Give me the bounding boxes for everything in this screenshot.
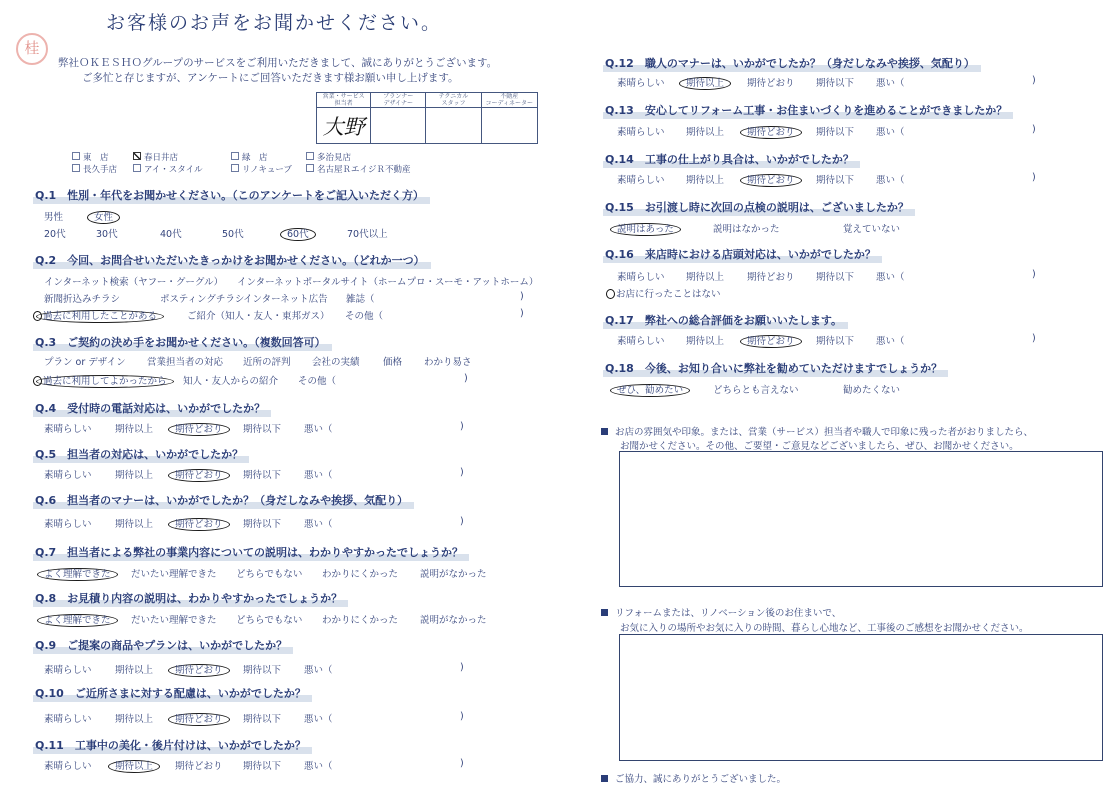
checkbox-icon[interactable] — [231, 164, 239, 172]
answer-option[interactable] — [243, 421, 281, 435]
answer-option[interactable] — [237, 274, 538, 288]
answer-label: 期待どおり — [175, 761, 223, 772]
answer-option[interactable] — [464, 373, 468, 384]
selected-answer-label: 期待どおり — [168, 713, 230, 726]
answer-option[interactable] — [686, 269, 724, 283]
answer-label: 素晴らしい — [44, 470, 92, 481]
answer-label: ) — [1032, 124, 1036, 135]
answer-option[interactable] — [1032, 75, 1036, 86]
selected-answer-label: 期待どおり — [740, 174, 802, 187]
answer-option[interactable] — [44, 354, 126, 368]
answer-label: インターネットポータルサイト（ホームプロ・スーモ・アットホーム） — [237, 277, 539, 288]
answer-label: 悪い（ — [876, 127, 905, 138]
selected-answer-label: よく理解できた — [37, 614, 118, 627]
checkbox-icon[interactable] — [306, 164, 314, 172]
answer-option[interactable] — [147, 354, 223, 368]
answer-option[interactable] — [298, 373, 336, 387]
answer-label: 説明がなかった — [420, 569, 487, 580]
store-option-label: 緑 店 — [242, 153, 268, 163]
circle-mark-icon — [606, 289, 615, 299]
answer-label: どちらとも言えない — [713, 385, 799, 396]
answer-label: 期待以下 — [816, 272, 855, 283]
answer-option[interactable] — [187, 308, 330, 322]
answer-label: 期待以上 — [686, 175, 725, 186]
store-option-label: 多治見店 — [317, 153, 352, 163]
comment2-prompt-2: お気に入りの場所やお気に入りの時間、暮らし心地など、工事後のご感想をお聞かせください。 — [620, 623, 1029, 634]
answer-label: 素晴らしい — [44, 519, 92, 530]
answer-option[interactable] — [713, 382, 799, 396]
staff-header-planner: プランナー デザイナー — [371, 93, 426, 108]
answer-option[interactable] — [304, 421, 333, 435]
answer-option[interactable] — [44, 516, 92, 530]
answer-label: 40代 — [160, 229, 182, 240]
answer-label: 期待以下 — [816, 175, 855, 186]
answer-label: ) — [520, 308, 524, 319]
answer-label: 営業担当者の対応 — [147, 357, 224, 368]
question-heading: Q.13 安心してリフォーム工事・お住まいづくりを進めることができましたか？ — [603, 101, 1013, 119]
answer-option[interactable] — [843, 382, 900, 396]
answer-option[interactable] — [816, 75, 854, 89]
answer-option[interactable] — [322, 566, 398, 580]
question-heading: Q.9 ご提案の商品やプランは、いかがでしたか？ — [33, 636, 293, 654]
answer-label: 勧めたくない — [843, 385, 901, 396]
answer-option[interactable] — [686, 124, 724, 138]
footer-thanks: ご協力、誠にありがとうございました。 — [601, 771, 786, 785]
answer-label: 素晴らしい — [44, 714, 92, 725]
answer-option[interactable] — [160, 291, 244, 305]
answer-option[interactable] — [44, 421, 92, 435]
answer-option[interactable] — [747, 124, 802, 138]
answer-option[interactable] — [44, 209, 63, 223]
answer-option[interactable] — [236, 612, 302, 626]
answer-option[interactable] — [175, 467, 230, 481]
answer-label: 期待以下 — [816, 78, 855, 89]
answer-label: 悪い（ — [876, 78, 905, 89]
answer-option[interactable] — [322, 612, 398, 626]
answer-option[interactable] — [424, 354, 472, 368]
answer-option[interactable] — [345, 308, 383, 322]
answer-option[interactable] — [44, 566, 118, 580]
answer-label: わかり易さ — [424, 357, 472, 368]
question-heading: Q.18 今後、お知り合いに弊社を勧めていただけますでしょうか？ — [603, 359, 948, 377]
answer-option[interactable] — [460, 711, 464, 722]
answer-label: 新聞折込みチラシ — [44, 294, 121, 305]
answer-label: ) — [460, 758, 464, 769]
answer-label: 期待以上 — [686, 336, 725, 347]
staff-technical-cell[interactable] — [426, 108, 481, 144]
answer-option[interactable] — [304, 516, 333, 530]
selected-answer-label: 期待どおり — [168, 423, 230, 436]
answer-label: 期待以下 — [243, 470, 282, 481]
answer-label: ) — [520, 291, 524, 302]
answer-label: その他（ — [345, 311, 384, 322]
answer-option[interactable] — [460, 516, 464, 527]
intro-line-2: ご多忙と存じますが、アンケートにご回答いただきます様お願い申し上げます。 — [82, 72, 459, 84]
answer-label: 会社の実績 — [312, 357, 360, 368]
square-bullet-icon — [601, 775, 608, 782]
answer-label: 男性 — [44, 212, 64, 223]
answer-label: 期待以下 — [243, 424, 282, 435]
answer-label: ) — [464, 373, 468, 384]
answer-label: プラン or デザイン — [44, 357, 126, 368]
question-heading: Q.17 弊社への総合評価をお願いいたします。 — [603, 311, 848, 329]
answer-option[interactable] — [44, 711, 92, 725]
answer-option[interactable] — [617, 269, 665, 283]
company-seal-stamp: 桂 — [16, 33, 48, 65]
answer-option[interactable] — [175, 662, 230, 676]
answer-label: 期待以下 — [243, 714, 282, 725]
answer-label: 悪い（ — [876, 336, 905, 347]
answer-label: お店に行ったことはない — [616, 289, 721, 300]
answer-option[interactable] — [686, 172, 724, 186]
square-bullet-icon — [601, 609, 608, 616]
answer-option[interactable] — [346, 291, 375, 305]
answer-label: インターネット検索（ヤフー・グーグル） — [44, 277, 224, 288]
answer-option[interactable] — [617, 124, 665, 138]
selected-answer-label: よく理解できた — [37, 568, 118, 581]
answer-option[interactable] — [115, 516, 153, 530]
answer-label: ご紹介（知人・友人・東邦ガス） — [187, 311, 330, 322]
answer-label: わかりにくかった — [322, 615, 399, 626]
comment1-prompt-1: お店の雰囲気や印象。または、営業（サービス）担当者や職人で印象に残った者がおりましたら、 — [601, 424, 1033, 438]
question-heading: Q.1 性別・年代をお聞かせください。（このアンケートをご記入いただく方） — [33, 186, 430, 204]
answer-option[interactable] — [183, 373, 278, 387]
answer-option[interactable] — [33, 373, 174, 387]
answer-option[interactable] — [175, 516, 230, 530]
answer-label: 知人・友人からの紹介 — [183, 376, 279, 387]
checkbox-icon[interactable] — [72, 152, 80, 160]
answer-option[interactable] — [686, 75, 731, 89]
answer-label: 悪い（ — [304, 519, 333, 530]
comment2-prompt-1: リフォームまたは、リノベーション後のお住まいで、 — [601, 605, 841, 619]
answer-option[interactable] — [816, 333, 854, 347]
answer-option[interactable] — [876, 172, 905, 186]
answer-label: 20代 — [44, 229, 66, 240]
answer-label: 素晴らしい — [44, 761, 92, 772]
answer-label: 悪い（ — [304, 665, 333, 676]
answer-label: 期待以下 — [816, 336, 855, 347]
staff-header-sales: 営業・サービス 担当者 — [317, 93, 371, 108]
question-heading: Q.12 職人のマナーは、いかがでしたか？（身だしなみや挨拶、気配り） — [603, 54, 981, 72]
answer-option[interactable] — [94, 209, 120, 223]
question-heading: Q.4 受付時の電話対応は、いかがでしたか？ — [33, 399, 271, 417]
answer-label: 素晴らしい — [44, 665, 92, 676]
answer-option[interactable] — [843, 221, 900, 235]
answer-label: 悪い（ — [304, 470, 333, 481]
answer-option[interactable] — [115, 467, 153, 481]
checkbox-icon[interactable] — [133, 164, 141, 172]
selected-answer-label: 説明はあった — [610, 223, 681, 236]
answer-label: 期待以上 — [115, 665, 154, 676]
question-heading: Q.11 工事中の美化・後片付けは、いかがでしたか？ — [33, 736, 312, 754]
selected-answer-label: 過去に利用したことがある — [36, 310, 164, 323]
question-heading: Q.16 来店時における店頭対応は、いかがでしたか？ — [603, 245, 882, 263]
selected-answer-label: 期待どおり — [168, 518, 230, 531]
answer-label: 説明がなかった — [420, 615, 487, 626]
answer-option[interactable] — [243, 711, 281, 725]
answer-option[interactable] — [1032, 269, 1036, 280]
answer-option[interactable] — [686, 333, 724, 347]
answer-option[interactable] — [816, 269, 854, 283]
store-option[interactable] — [231, 163, 292, 175]
page-title: お客様のお声をお聞かせください。 — [106, 12, 443, 34]
answer-option[interactable] — [747, 269, 795, 283]
answer-option[interactable] — [243, 516, 281, 530]
question-heading: Q.8 お見積り内容の説明は、わかりやすかったでしょうか？ — [33, 589, 348, 607]
staff-header-technical: テクニカル スタッフ — [426, 93, 481, 108]
answer-label: ) — [460, 711, 464, 722]
square-bullet-icon — [601, 428, 608, 435]
answer-option[interactable] — [816, 172, 854, 186]
answer-option[interactable] — [160, 226, 182, 240]
answer-option[interactable] — [243, 291, 328, 305]
store-option-label: リノキューブ — [242, 165, 292, 175]
answer-option[interactable] — [236, 566, 302, 580]
answer-option[interactable] — [131, 612, 217, 626]
answer-option[interactable] — [44, 662, 92, 676]
answer-option[interactable] — [115, 662, 153, 676]
answer-option[interactable] — [304, 711, 333, 725]
answer-label: 期待以下 — [243, 665, 282, 676]
answer-label: だいたい理解できた — [131, 569, 217, 580]
answer-label: 期待以上 — [115, 424, 154, 435]
answer-option[interactable] — [876, 333, 905, 347]
answer-option[interactable] — [747, 75, 795, 89]
selected-answer-label: 期待どおり — [740, 335, 802, 348]
comment1-box[interactable] — [619, 451, 1103, 587]
answer-option[interactable] — [876, 124, 905, 138]
answer-option[interactable] — [1032, 172, 1036, 183]
answer-option[interactable] — [520, 308, 524, 319]
answer-option[interactable] — [115, 421, 153, 435]
answer-option[interactable] — [243, 467, 281, 481]
answer-label: 期待以上 — [115, 714, 154, 725]
answer-option[interactable] — [606, 286, 721, 300]
answer-label: ) — [460, 662, 464, 673]
question-heading: Q.15 お引渡し時に次回の点検の説明は、ございましたか？ — [603, 198, 915, 216]
answer-option[interactable] — [460, 421, 464, 432]
selected-answer-label: 期待以上 — [108, 760, 160, 773]
answer-option[interactable] — [304, 467, 333, 481]
answer-option[interactable] — [383, 354, 402, 368]
answer-option[interactable] — [617, 75, 665, 89]
checkbox-icon[interactable] — [231, 152, 239, 160]
answer-label: 説明はなかった — [713, 224, 780, 235]
staff-sales-cell[interactable] — [317, 108, 371, 144]
answer-label: 素晴らしい — [617, 175, 665, 186]
answer-option[interactable] — [617, 221, 681, 235]
answer-option[interactable] — [304, 758, 333, 772]
store-option[interactable] — [306, 163, 411, 175]
store-option-label: 名古屋ＲエイジＲ不動産 — [317, 165, 411, 175]
answer-label: 70代以上 — [347, 229, 388, 240]
answer-option[interactable] — [347, 226, 388, 240]
answer-option[interactable] — [420, 566, 487, 580]
answer-label: ) — [460, 467, 464, 478]
selected-answer-label: 期待どおり — [168, 664, 230, 677]
answer-label: ポスティングチラシ — [160, 294, 245, 305]
selected-answer-label: 期待以上 — [679, 77, 731, 90]
answer-label: 30代 — [96, 229, 118, 240]
answer-label: ) — [460, 516, 464, 527]
answer-label: 素晴らしい — [617, 336, 665, 347]
comment1-prompt-2: お聞かせください。その他、ご要望・ご意見などございましたら、ぜひ、お聞かせください。 — [620, 441, 1019, 452]
checkbox-icon[interactable] — [306, 152, 314, 160]
answer-option[interactable] — [44, 612, 118, 626]
store-option-label: 春日井店 — [144, 153, 179, 163]
answer-label: どちらでもない — [236, 615, 303, 626]
selected-answer-label: 期待どおり — [740, 126, 802, 139]
answer-option[interactable] — [243, 354, 291, 368]
answer-label: 期待以下 — [816, 127, 855, 138]
store-option[interactable] — [133, 163, 203, 175]
answer-option[interactable] — [460, 467, 464, 478]
answer-label: 期待以上 — [686, 272, 725, 283]
answer-option[interactable] — [617, 172, 665, 186]
answer-label: 期待以下 — [243, 519, 282, 530]
staff-header-realestate: 不動産 コーディネーター — [481, 93, 537, 108]
answer-label: 悪い（ — [876, 272, 905, 283]
answer-option[interactable] — [44, 274, 223, 288]
staff-table — [316, 92, 538, 144]
answer-option[interactable] — [617, 333, 665, 347]
question-heading: Q.10 ご近所さまに対する配慮は、いかがでしたか？ — [33, 684, 312, 702]
selected-answer-label: ぜひ、勧めたい — [610, 384, 690, 397]
answer-option[interactable] — [876, 269, 905, 283]
answer-option[interactable] — [115, 711, 153, 725]
answer-label: 素晴らしい — [617, 127, 665, 138]
answer-label: 50代 — [222, 229, 244, 240]
answer-option[interactable] — [175, 758, 223, 772]
selected-answer-label: 過去に利用してよかったから — [36, 375, 174, 388]
answer-option[interactable] — [876, 75, 905, 89]
store-option-label: アイ・スタイル — [144, 165, 203, 175]
answer-option[interactable] — [1032, 124, 1036, 135]
question-heading: Q.2 今回、お問合せいただいたきっかけをお聞かせください。（どれか一つ） — [33, 251, 431, 269]
selected-answer-label: 60代 — [280, 228, 316, 241]
answer-option[interactable] — [44, 226, 66, 240]
intro-line-1: 弊社ＯＫＥＳＨＯグループのサービスをご利用いただきまして、誠にありがとうございます。 — [58, 57, 498, 69]
answer-label: ) — [1032, 172, 1036, 183]
checkbox-icon[interactable] — [72, 164, 80, 172]
store-option[interactable] — [306, 151, 351, 163]
answer-option[interactable] — [420, 612, 487, 626]
answer-option[interactable] — [243, 758, 281, 772]
answer-label: わかりにくかった — [322, 569, 399, 580]
answer-label: 近所の評判 — [243, 357, 291, 368]
answer-option[interactable] — [747, 333, 802, 347]
staff-realestate-cell[interactable] — [481, 108, 537, 144]
store-option-label: 東 店 — [83, 153, 109, 163]
question-heading: Q.3 ご契約の決め手をお聞かせください。（複数回答可） — [33, 333, 332, 351]
answer-option[interactable] — [520, 291, 524, 302]
store-option[interactable] — [72, 163, 117, 175]
answer-option[interactable] — [713, 221, 780, 235]
answer-option[interactable] — [617, 382, 690, 396]
answer-option[interactable] — [460, 662, 464, 673]
staff-planner-cell[interactable] — [371, 108, 426, 144]
answer-option[interactable] — [1032, 333, 1036, 344]
answer-label: どちらでもない — [236, 569, 303, 580]
answer-option[interactable] — [175, 421, 230, 435]
answer-label: 期待以上 — [115, 519, 154, 530]
question-heading: Q.5 担当者の対応は、いかがでしたか？ — [33, 445, 249, 463]
answer-label: 価格 — [383, 357, 403, 368]
answer-label: その他（ — [298, 376, 337, 387]
answer-option[interactable] — [304, 662, 333, 676]
question-heading: Q.6 担当者のマナーは、いかがでしたか？（身だしなみや挨拶、気配り） — [33, 491, 414, 509]
answer-option[interactable] — [44, 291, 120, 305]
answer-label: ) — [1032, 75, 1036, 86]
answer-option[interactable] — [816, 124, 854, 138]
answer-option[interactable] — [175, 711, 230, 725]
answer-label: インターネット広告 — [243, 294, 328, 305]
selected-answer-label: 女性 — [87, 211, 120, 224]
answer-label: ) — [1032, 269, 1036, 280]
answer-label: だいたい理解できた — [131, 615, 217, 626]
answer-label: 期待どおり — [747, 272, 795, 283]
answer-label: 悪い（ — [304, 424, 333, 435]
comment2-box[interactable] — [619, 634, 1103, 761]
store-option[interactable] — [133, 151, 178, 163]
answer-label: 期待どおり — [747, 78, 795, 89]
answer-label: 悪い（ — [304, 714, 333, 725]
checkbox-icon[interactable] — [133, 152, 141, 160]
answer-option[interactable] — [287, 226, 316, 240]
question-heading: Q.14 工事の仕上がり具合は、いかがでしたか？ — [603, 150, 860, 168]
answer-label: 素晴らしい — [617, 78, 665, 89]
answer-option[interactable] — [460, 758, 464, 769]
answer-option[interactable] — [44, 467, 92, 481]
store-option[interactable] — [72, 151, 109, 163]
store-option[interactable] — [231, 151, 268, 163]
answer-option[interactable] — [243, 662, 281, 676]
selected-answer-label: 期待どおり — [168, 469, 230, 482]
answer-option[interactable] — [115, 758, 160, 772]
answer-label: 期待以上 — [686, 127, 725, 138]
answer-label: 素晴らしい — [617, 272, 665, 283]
answer-option[interactable] — [131, 566, 217, 580]
answer-label: 覚えていない — [843, 224, 901, 235]
answer-option[interactable] — [312, 354, 360, 368]
store-option-label: 長久手店 — [83, 165, 118, 175]
answer-label: 素晴らしい — [44, 424, 92, 435]
answer-option[interactable] — [222, 226, 244, 240]
answer-option[interactable] — [747, 172, 802, 186]
answer-label: 悪い（ — [876, 175, 905, 186]
answer-label: 期待以上 — [115, 470, 154, 481]
answer-option[interactable] — [44, 758, 92, 772]
question-heading: Q.7 担当者による弊社の事業内容についての説明は、わかりやすかったでしょうか？ — [33, 543, 469, 561]
answer-label: ) — [460, 421, 464, 432]
staff-signature: 大野 — [322, 114, 365, 139]
answer-label: 雑誌（ — [346, 294, 375, 305]
answer-label: ) — [1032, 333, 1036, 344]
answer-label: 期待以下 — [243, 761, 282, 772]
answer-label: 悪い（ — [304, 761, 333, 772]
answer-option[interactable] — [96, 226, 118, 240]
answer-option[interactable] — [33, 308, 164, 322]
